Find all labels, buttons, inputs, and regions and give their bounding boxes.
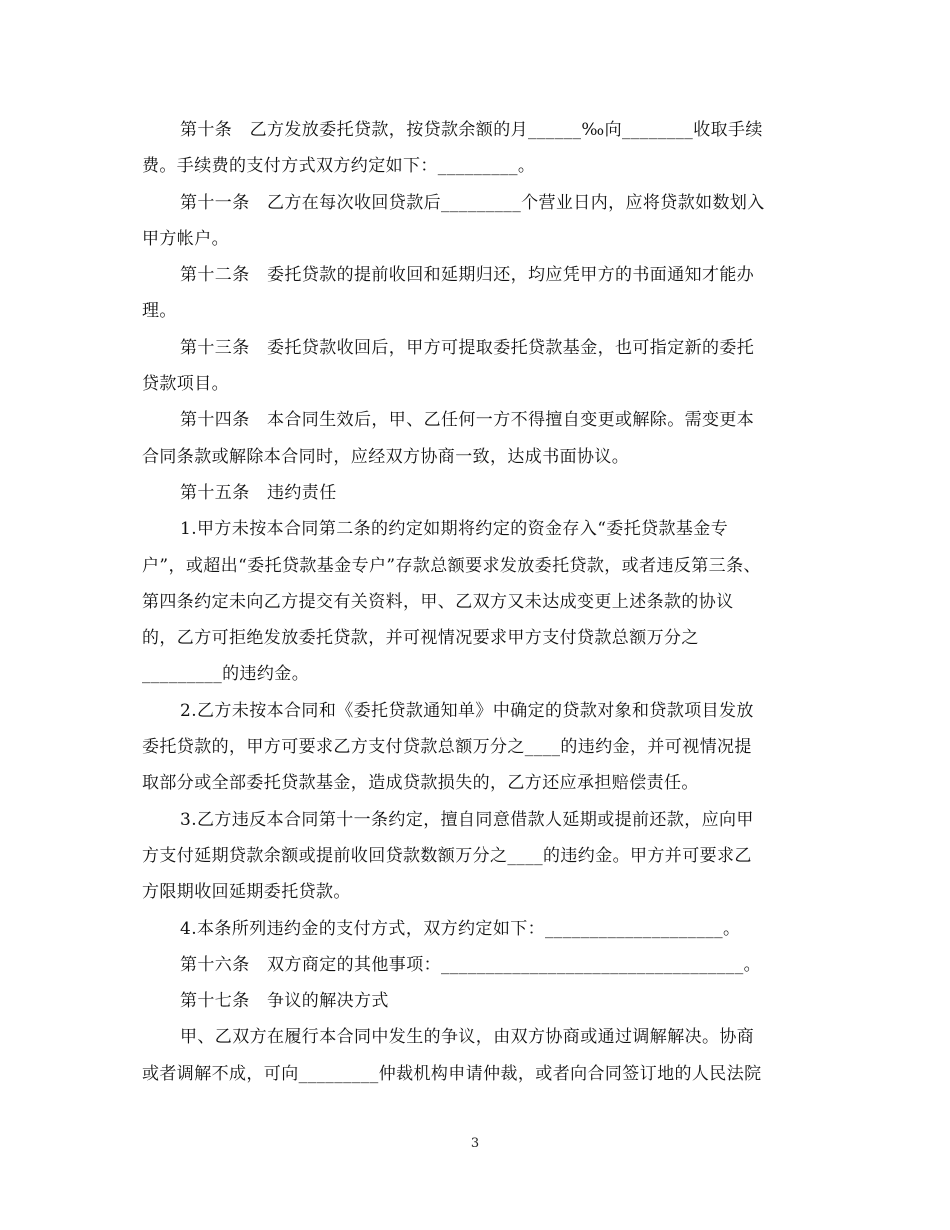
text-line: 甲方帐户。 <box>142 228 229 249</box>
article-16 <box>142 947 812 983</box>
text-line: 第十一条 乙方在每次收回贷款后_________个营业日内，应将贷款如数划入 <box>180 192 765 213</box>
text-line: 费。手续费的支付方式双方约定如下：_________。 <box>142 156 536 177</box>
text-line: 甲、乙双方在履行本合同中发生的争议，由双方协商或通过调解解决。协商 <box>180 1027 755 1048</box>
text-line: 第十四条 本合同生效后，甲、乙任何一方不得擅自变更或解除。需变更本 <box>180 410 755 431</box>
text-line: 第十五条 违约责任 <box>180 482 337 503</box>
text-line: 第十三条 委托贷款收回后，甲方可提取委托贷款基金，也可指定新的委托 <box>180 337 755 358</box>
text-line: 第十六条 双方商定的其他事项：__________________________________。 <box>180 954 761 975</box>
text-line: 贷款项目。 <box>142 374 229 395</box>
article-10 <box>142 112 812 185</box>
article-17-heading <box>142 983 812 1019</box>
text-line: 方限期收回延期委托贷款。 <box>142 882 351 903</box>
article-13 <box>142 330 812 403</box>
article-12 <box>142 257 812 330</box>
article-11 <box>142 185 812 258</box>
text-line: 第十条 乙方发放委托贷款，按贷款余额的月______‰向________收取手续 <box>180 120 763 140</box>
text-line: 合同条款或解除本合同时，应经双方协商一致，达成书面协议。 <box>142 446 630 467</box>
text-line: 1.甲方未按本合同第二条的约定如期将约定的资金存入“委托贷款基金专 <box>180 519 729 540</box>
text-line: 2.乙方未按本合同和《委托贷款通知单》中确定的贷款对象和贷款项目发放 <box>180 700 754 721</box>
article-15-heading <box>142 475 812 511</box>
text-line: 或者调解不成，可向_________仲裁机构申请仲裁，或者向合同签订地的人民法院 <box>142 1063 762 1084</box>
text-line: 委托贷款的，甲方可要求乙方支付贷款总额万分之____的违约金，并可视情况提 <box>142 737 752 758</box>
article-17-body <box>142 1019 812 1092</box>
article-15-item-3 <box>142 802 812 911</box>
text-line: 方支付延期贷款余额或提前收回贷款数额万分之____的违约金。甲方并可要求乙 <box>142 845 752 866</box>
text-line: _________的违约金。 <box>142 664 310 685</box>
article-14 <box>142 402 812 475</box>
article-15-item-4 <box>142 911 812 947</box>
text-line: 的，乙方可拒绝发放委托贷款，并可视情况要求甲方支付贷款总额万分之 <box>142 628 699 649</box>
page-number: 3 <box>470 1136 480 1151</box>
text-line: 3.乙方违反本合同第十一条约定，擅自同意借款人延期或提前还款，应向甲 <box>180 809 754 830</box>
text-line: 第十二条 委托贷款的提前收回和延期归还，均应凭甲方的书面通知才能办 <box>180 265 755 286</box>
text-line: 4.本条所列违约金的支付方式，双方约定如下：____________________。 <box>180 918 741 939</box>
document-body <box>142 112 812 1092</box>
text-line: 取部分或全部委托贷款基金，造成贷款损失的，乙方还应承担赔偿责任。 <box>142 773 699 794</box>
text-line: 第四条约定未向乙方提交有关资料，甲、乙双方又未达成变更上述条款的协议 <box>142 591 734 612</box>
text-line: 第十七条 争议的解决方式 <box>180 991 389 1012</box>
text-line: 户”，或超出“委托贷款基金专户”存款总额要求发放委托贷款，或者违反第三条、 <box>142 555 761 576</box>
article-15-item-2 <box>142 693 812 802</box>
text-line: 理。 <box>142 301 177 322</box>
article-15-item-1 <box>142 511 812 692</box>
